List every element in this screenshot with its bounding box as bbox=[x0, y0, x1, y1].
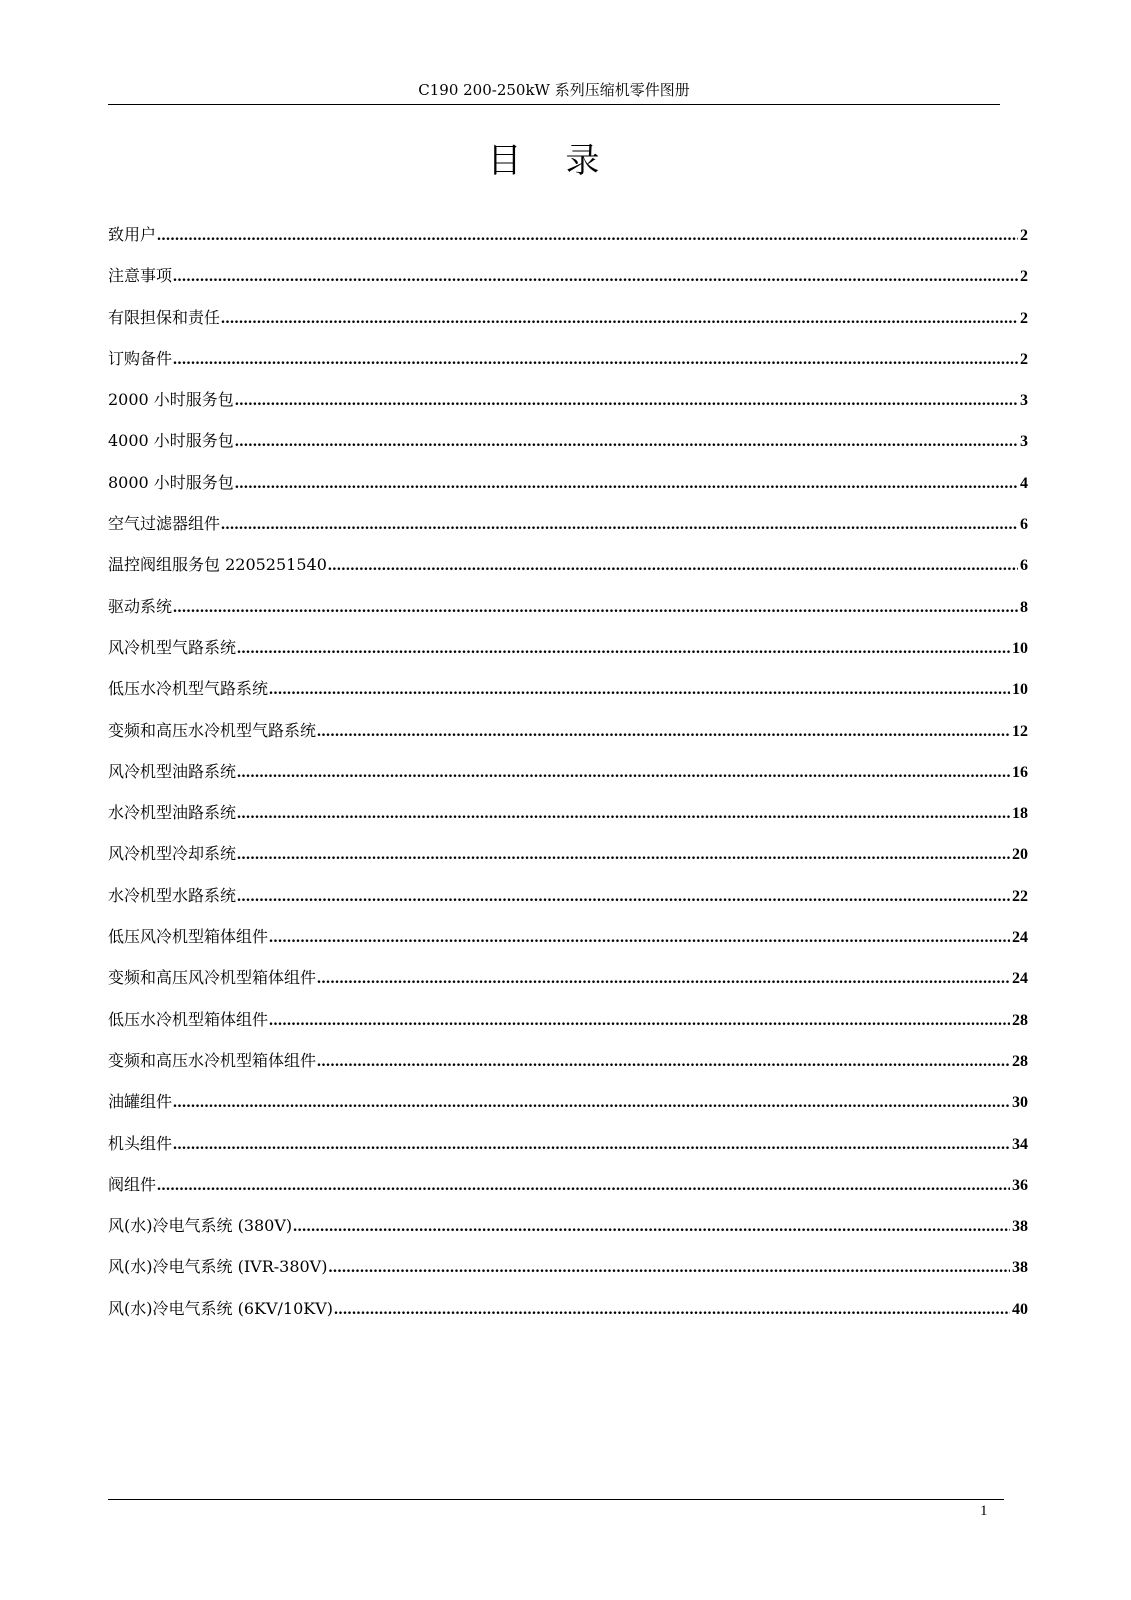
toc-entry-label: 变频和高压水冷机型气路系统 bbox=[108, 720, 317, 740]
dot-leader bbox=[237, 845, 1010, 865]
toc-entry-label: 低压水冷机型箱体组件 bbox=[108, 1009, 269, 1029]
footer-rule bbox=[108, 1499, 1004, 1500]
toc-entry-page: 30 bbox=[1012, 1094, 1028, 1112]
dot-leader bbox=[235, 391, 1018, 411]
toc-entry-page: 2 bbox=[1020, 309, 1028, 327]
toc-entry-label: 水冷机型油路系统 bbox=[108, 803, 237, 823]
toc-entry[interactable] bbox=[108, 514, 1028, 555]
dot-leader bbox=[317, 722, 1010, 742]
dot-leader bbox=[317, 1052, 1010, 1072]
toc-entry-page: 3 bbox=[1020, 392, 1028, 410]
toc-entry[interactable] bbox=[108, 1051, 1028, 1092]
toc-entry[interactable] bbox=[108, 431, 1028, 472]
dot-leader bbox=[328, 1258, 1010, 1278]
toc-entry-label: 4000 小时服务包 bbox=[108, 431, 234, 451]
toc-entry-page: 22 bbox=[1012, 887, 1028, 905]
dot-leader bbox=[293, 1217, 1010, 1237]
toc-entry-page: 40 bbox=[1012, 1300, 1028, 1318]
toc-entry-page: 10 bbox=[1012, 639, 1028, 657]
toc-entry[interactable] bbox=[108, 1010, 1028, 1051]
toc-entry[interactable] bbox=[108, 349, 1028, 390]
toc-entry-label: 空气过滤器组件 bbox=[108, 514, 221, 534]
toc-entry-page: 24 bbox=[1012, 929, 1028, 947]
toc-entry-page: 18 bbox=[1012, 805, 1028, 823]
toc-entry-page: 4 bbox=[1020, 474, 1028, 492]
toc-entry[interactable] bbox=[108, 968, 1028, 1009]
toc-entry[interactable] bbox=[108, 597, 1028, 638]
toc-entry-label: 有限担保和责任 bbox=[108, 307, 221, 327]
dot-leader bbox=[235, 432, 1018, 452]
dot-leader bbox=[269, 928, 1010, 948]
dot-leader bbox=[334, 1300, 1010, 1320]
toc-entry-page: 28 bbox=[1012, 1052, 1028, 1070]
toc-entry-label: 风(水)冷电气系统 (380V) bbox=[108, 1216, 293, 1236]
dot-leader bbox=[173, 1135, 1010, 1155]
dot-leader bbox=[237, 639, 1010, 659]
toc-entry-page: 2 bbox=[1020, 227, 1028, 244]
toc-entry[interactable] bbox=[108, 1299, 1028, 1340]
toc-entry-label: 8000 小时服务包 bbox=[108, 472, 234, 492]
dot-leader bbox=[221, 515, 1018, 535]
toc-entry-page: 34 bbox=[1012, 1135, 1028, 1153]
dot-leader bbox=[173, 350, 1018, 370]
toc-entry-label: 风(水)冷电气系统 (IVR-380V) bbox=[108, 1257, 328, 1277]
dot-leader bbox=[173, 1093, 1010, 1113]
dot-leader bbox=[235, 474, 1018, 494]
toc-entry-label: 温控阀组服务包 2205251540 bbox=[108, 555, 327, 575]
toc-entry-label: 机头组件 bbox=[108, 1133, 173, 1153]
toc-entry-page: 12 bbox=[1012, 722, 1028, 740]
running-header: C190 200-250kW 系列压缩机零件图册 bbox=[418, 81, 690, 99]
toc-entry[interactable] bbox=[108, 679, 1028, 720]
toc-entry-label: 水冷机型水路系统 bbox=[108, 885, 237, 905]
toc-entry[interactable] bbox=[108, 1257, 1028, 1298]
page-number: 1 bbox=[980, 1503, 988, 1519]
toc-entry-label: 风冷机型冷却系统 bbox=[108, 844, 237, 864]
dot-leader bbox=[269, 1011, 1010, 1031]
dot-leader bbox=[237, 763, 1010, 783]
toc-entry-page: 6 bbox=[1020, 557, 1028, 575]
page-title: 目录 bbox=[487, 140, 644, 181]
dot-leader bbox=[157, 226, 1018, 246]
toc-entry-page: 36 bbox=[1012, 1176, 1028, 1194]
toc-entry-label: 订购备件 bbox=[108, 348, 173, 368]
toc-entry-page: 10 bbox=[1012, 681, 1028, 699]
toc-entry-label: 2000 小时服务包 bbox=[108, 390, 234, 410]
toc-entry-label: 驱动系统 bbox=[108, 596, 173, 616]
toc-entry-label: 低压水冷机型气路系统 bbox=[108, 679, 269, 699]
toc-entry-page: 6 bbox=[1020, 516, 1028, 534]
toc-entry-page: 24 bbox=[1012, 970, 1028, 988]
toc-entry[interactable] bbox=[108, 886, 1028, 927]
toc-entry[interactable] bbox=[108, 1216, 1028, 1257]
toc-entry-label: 变频和高压风冷机型箱体组件 bbox=[108, 968, 317, 988]
dot-leader bbox=[173, 598, 1018, 618]
dot-leader bbox=[157, 1176, 1010, 1196]
dot-leader bbox=[328, 556, 1018, 576]
toc-entry-label: 致用户 bbox=[108, 225, 157, 244]
toc-entry[interactable] bbox=[108, 555, 1028, 596]
header-rule bbox=[108, 104, 1000, 105]
toc-entry-label: 风冷机型油路系统 bbox=[108, 761, 237, 781]
toc-entry[interactable] bbox=[108, 390, 1028, 431]
toc-entry-page: 20 bbox=[1012, 846, 1028, 864]
toc-entry[interactable] bbox=[108, 762, 1028, 803]
toc-entry-label: 注意事项 bbox=[108, 266, 173, 286]
toc-entry[interactable] bbox=[108, 803, 1028, 844]
toc-entry[interactable] bbox=[108, 927, 1028, 968]
table-of-contents bbox=[108, 225, 1028, 1340]
toc-entry-label: 油罐组件 bbox=[108, 1092, 173, 1112]
toc-entry[interactable] bbox=[108, 308, 1028, 349]
dot-leader bbox=[269, 680, 1010, 700]
dot-leader bbox=[317, 969, 1010, 989]
toc-entry[interactable] bbox=[108, 638, 1028, 679]
toc-entry-page: 3 bbox=[1020, 433, 1028, 451]
toc-entry-page: 8 bbox=[1020, 598, 1028, 616]
toc-entry[interactable] bbox=[108, 844, 1028, 885]
toc-entry-page: 28 bbox=[1012, 1011, 1028, 1029]
dot-leader bbox=[237, 887, 1010, 907]
toc-entry[interactable] bbox=[108, 721, 1028, 762]
toc-entry[interactable] bbox=[108, 1134, 1028, 1175]
toc-entry-page: 2 bbox=[1020, 350, 1028, 368]
dot-leader bbox=[221, 309, 1018, 329]
dot-leader bbox=[237, 804, 1010, 824]
toc-entry-label: 阀组件 bbox=[108, 1174, 157, 1194]
toc-entry-label: 风冷机型气路系统 bbox=[108, 637, 237, 657]
toc-entry-label: 变频和高压水冷机型箱体组件 bbox=[108, 1050, 317, 1070]
toc-entry-label: 低压风冷机型箱体组件 bbox=[108, 927, 269, 947]
toc-entry-page: 16 bbox=[1012, 763, 1028, 781]
toc-entry-page: 2 bbox=[1020, 268, 1028, 286]
dot-leader bbox=[173, 267, 1018, 287]
toc-entry[interactable] bbox=[108, 1175, 1028, 1216]
toc-entry-page: 38 bbox=[1012, 1218, 1028, 1236]
toc-entry[interactable] bbox=[108, 266, 1028, 307]
toc-entry[interactable] bbox=[108, 1092, 1028, 1133]
toc-entry[interactable] bbox=[108, 225, 1028, 266]
toc-entry-label: 风(水)冷电气系统 (6KV/10KV) bbox=[108, 1298, 334, 1318]
toc-entry-page: 38 bbox=[1012, 1259, 1028, 1277]
toc-entry[interactable] bbox=[108, 473, 1028, 514]
